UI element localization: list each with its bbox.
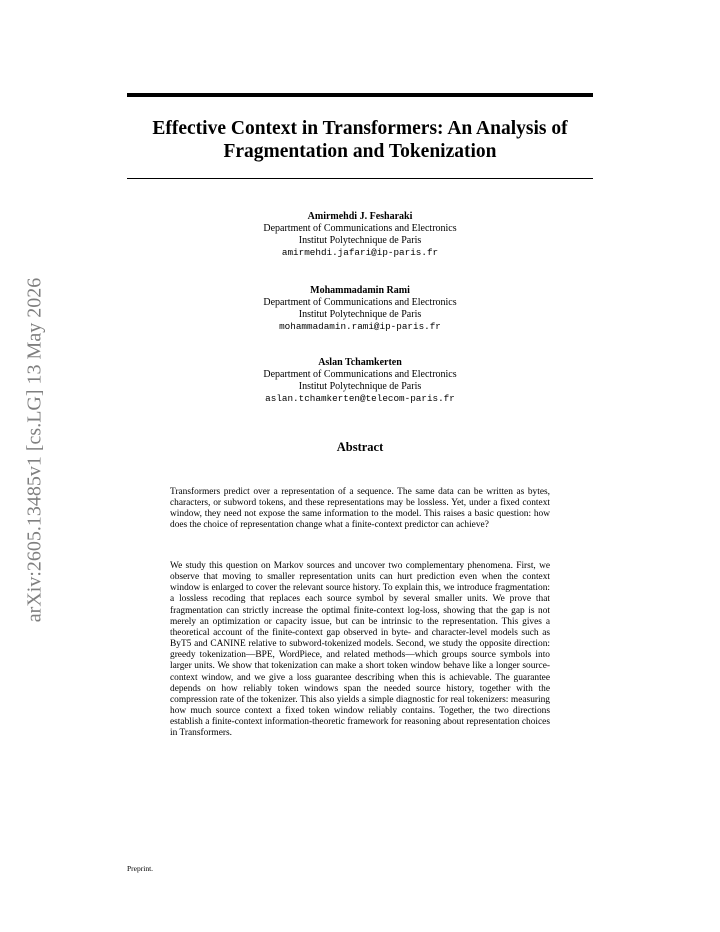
author-institution: Institut Polytechnique de Paris (298, 381, 422, 392)
arxiv-stamp: arXiv:2605.13485v1 [cs.LG] 13 May 2026 (23, 277, 46, 623)
abstract-text: We study this question on Markov sources and uncover two complementary phenomena. First, we observe that moving to smaller representation units can hurt prediction even when the context window is enlarged to cover the relevant source history. To explain this, we introduce fragmentation: a lossless recoding that replaces each source symbol by several smaller units. We prove that fragmentation can strictly increase the optimal finite-context log-loss, showing that the gap is not merely an optimization or capacity issue, but can be intrinsic to the representation. This gives a theoretical account of the finite-context gap observed in byte- and character-level models such as ByT5 and CANINE relative to subword-tokenized models. Second, we study the opposite direction: greedy tokenization—BPE, WordPiece, and related methods—which groups source symbols into larger units. We show that tokenization can make a short token window behave like a longer source-context window, and we give a loss guarantee describing when this is achievable. The guarantee depends on how reliably token windows span the needed source history, together with the compression rate of the tokenizer. This also yields a simple diagnostic for real tokenizers: measuring how much source context a fixed token window reliably contains. Together, the two directions establish a finite-context information-theoretic framework for reasoning about representation choices in Transformers. (170, 561, 550, 739)
abstract-paragraph-2 (170, 561, 550, 740)
paper-title (127, 117, 593, 163)
author-email: mohammadamin.rami@ip-paris.fr (279, 321, 441, 332)
title-line-1: Effective Context in Transformers: An Analysis of (152, 118, 568, 139)
author-block-1 (160, 211, 560, 259)
abstract-text: Transformers predict over a representation of a sequence. The same data can be written as bytes, characters, or subword tokens, and these representations may be lossless. Yet, under a fixed context window, they need not expose the same information to the model. This raises a basic question: how does the choice of representation change what a finite-context predictor can achieve? (170, 487, 550, 531)
author-block-3 (160, 357, 560, 405)
abstract-paragraph-1 (170, 487, 550, 532)
abstract-heading: Abstract (336, 440, 384, 454)
author-department: Department of Communications and Electronics (263, 369, 457, 380)
author-block-2 (160, 285, 560, 333)
author-department: Department of Communications and Electronics (263, 223, 457, 234)
footer-preprint: Preprint. (127, 864, 154, 873)
title-bottom-rule (127, 178, 593, 179)
author-institution: Institut Polytechnique de Paris (298, 235, 422, 246)
author-email: aslan.tchamkerten@telecom-paris.fr (265, 393, 455, 404)
title-top-rule (127, 93, 593, 97)
author-name: Mohammadamin Rami (310, 285, 410, 296)
author-name: Amirmehdi J. Fesharaki (307, 211, 413, 222)
author-institution: Institut Polytechnique de Paris (298, 309, 422, 320)
title-line-2: Fragmentation and Tokenization (223, 141, 497, 162)
author-email: amirmehdi.jafari@ip-paris.fr (281, 247, 439, 258)
author-name: Aslan Tchamkerten (318, 357, 402, 368)
author-department: Department of Communications and Electronics (263, 297, 457, 308)
